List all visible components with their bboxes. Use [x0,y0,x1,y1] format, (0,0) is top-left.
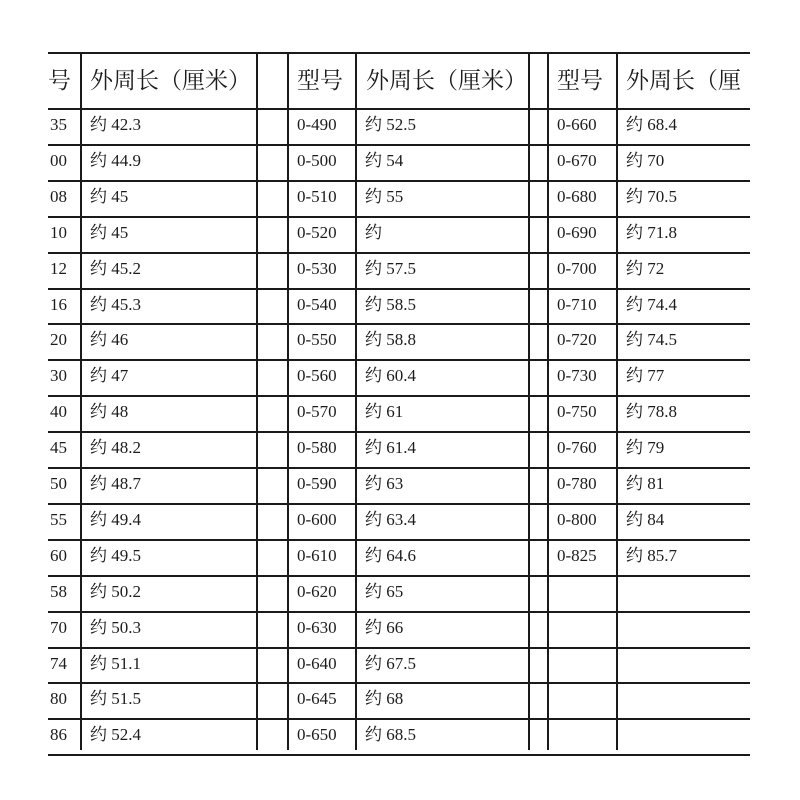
perimeter-value: 约 58.8 [365,330,416,350]
model-code-clipped: 00 [50,150,67,170]
grid-hline [48,252,750,254]
perimeter-value: 约 45.3 [90,294,141,314]
model-code: 0-800 [557,509,597,529]
grid-hline [48,647,750,649]
grid-hline [48,682,750,684]
model-code-clipped: 45 [50,438,67,458]
perimeter-value: 约 74.5 [626,330,677,350]
perimeter-value: 约 67.5 [365,653,416,673]
model-code: 0-500 [297,150,337,170]
model-code: 0-750 [557,402,597,422]
perimeter-value: 约 46 [90,330,129,350]
model-code: 0-700 [557,258,597,278]
grid-vline [256,52,258,750]
clipped-left-column [0,0,80,800]
perimeter-value: 约 85.7 [626,545,677,565]
perimeter-value: 约 63 [365,474,404,493]
perimeter-value: 约 42.3 [90,115,141,134]
model-code-clipped: 20 [50,330,67,350]
perimeter-value: 约 54 [365,150,404,170]
header-perimeter: 外周长（厘米） [90,68,251,94]
grid-hline [48,180,750,182]
grid-vline [547,52,549,750]
model-code: 0-490 [297,115,337,134]
model-code: 0-680 [557,186,597,206]
grid-hline [48,718,750,720]
perimeter-value: 约 71.8 [626,222,677,242]
model-code: 0-710 [557,294,597,314]
perimeter-value: 约 52.5 [365,115,416,134]
model-code-clipped: 74 [50,653,67,673]
perimeter-value: 约 48 [90,402,129,422]
model-code-clipped: 60 [50,545,67,565]
perimeter-value: 约 70.5 [626,186,677,206]
perimeter-value: 约 45 [90,222,129,242]
perimeter-value: 约 48.2 [90,438,141,458]
model-code-clipped: 10 [50,222,67,242]
header-model: 型号 [557,68,603,94]
header-model-clipped: 号 [48,68,71,94]
model-code: 0-590 [297,474,337,493]
perimeter-value: 约 51.5 [90,689,141,709]
grid-hline [48,144,750,146]
perimeter-value: 约 49.5 [90,545,141,565]
perimeter-value: 约 72 [626,258,665,278]
model-code-clipped: 58 [50,581,67,601]
grid-hline [48,611,750,613]
perimeter-value: 约 79 [626,438,665,458]
grid-vline [80,52,82,750]
perimeter-value: 约 64.6 [365,545,416,565]
perimeter-value: 约 65 [365,581,404,601]
model-code: 0-670 [557,150,597,170]
perimeter-value: 约 58.5 [365,294,416,314]
model-code: 0-540 [297,294,337,314]
perimeter-value: 约 66 [365,617,404,637]
perimeter-value: 约 48.7 [90,474,141,493]
model-code-clipped: 12 [50,258,67,278]
perimeter-value: 约 51.1 [90,653,141,673]
model-code-clipped: 86 [50,725,67,745]
model-code-clipped: 16 [50,294,67,314]
model-code: 0-610 [297,545,337,565]
grid-hline [48,216,750,218]
perimeter-value: 约 45.2 [90,258,141,278]
perimeter-value: 约 81 [626,474,665,493]
model-code-clipped: 70 [50,617,67,637]
perimeter-value: 约 [365,222,382,242]
perimeter-value: 约 50.2 [90,581,141,601]
perimeter-value: 约 68.5 [365,725,416,745]
model-code: 0-760 [557,438,597,458]
header-perimeter: 外周长（厘米） [366,68,527,94]
perimeter-value: 约 57.5 [365,258,416,278]
model-code: 0-640 [297,653,337,673]
grid-hline [48,539,750,541]
model-code: 0-580 [297,438,337,458]
model-code-clipped: 30 [50,366,67,386]
perimeter-value: 约 44.9 [90,150,141,170]
perimeter-value: 约 45 [90,186,129,206]
model-code-clipped: 35 [50,115,67,134]
perimeter-value: 约 49.4 [90,509,141,529]
grid-hline [48,288,750,290]
perimeter-value: 约 52.4 [90,725,141,745]
perimeter-value: 约 70 [626,150,665,170]
perimeter-value: 约 77 [626,366,665,386]
perimeter-value: 约 60.4 [365,366,416,386]
grid-hline [48,395,750,397]
model-code: 0-510 [297,186,337,206]
perimeter-value: 约 78.8 [626,402,677,422]
grid-hline [48,52,750,54]
model-code: 0-630 [297,617,337,637]
perimeter-value: 约 55 [365,186,404,206]
perimeter-value: 约 74.4 [626,294,677,314]
model-code: 0-690 [557,222,597,242]
perimeter-value: 约 50.3 [90,617,141,637]
grid-hline [48,754,750,756]
grid-vline [355,52,357,750]
header-perimeter-clipped: 外周长（厘 [626,68,741,94]
model-code: 0-730 [557,366,597,386]
perimeter-value: 约 84 [626,509,665,529]
grid-hline [48,359,750,361]
grid-hline [48,503,750,505]
perimeter-value: 约 61 [365,402,404,422]
perimeter-value: 约 47 [90,366,129,386]
model-code-clipped: 50 [50,474,67,493]
model-code: 0-550 [297,330,337,350]
grid-hline [48,467,750,469]
model-code: 0-620 [297,581,337,601]
grid-hline [48,575,750,577]
model-code-clipped: 80 [50,689,67,709]
grid-hline [48,108,750,110]
perimeter-value: 约 61.4 [365,438,416,458]
model-code: 0-720 [557,330,597,350]
perimeter-value: 约 68.4 [626,115,677,134]
model-code-clipped: 55 [50,509,67,529]
model-code: 0-650 [297,725,337,745]
model-code: 0-520 [297,222,337,242]
model-code: 0-530 [297,258,337,278]
model-code: 0-560 [297,366,337,386]
model-code: 0-780 [557,474,597,493]
header-model: 型号 [297,68,343,94]
perimeter-value: 约 68 [365,689,404,709]
model-code: 0-645 [297,689,337,709]
model-code: 0-660 [557,115,597,134]
grid-hline [48,323,750,325]
model-code-clipped: 40 [50,402,67,422]
model-code-clipped: 08 [50,186,67,206]
model-code: 0-600 [297,509,337,529]
perimeter-value: 约 63.4 [365,509,416,529]
grid-vline [528,52,530,750]
model-code: 0-825 [557,545,597,565]
grid-vline [287,52,289,750]
model-code: 0-570 [297,402,337,422]
grid-hline [48,431,750,433]
